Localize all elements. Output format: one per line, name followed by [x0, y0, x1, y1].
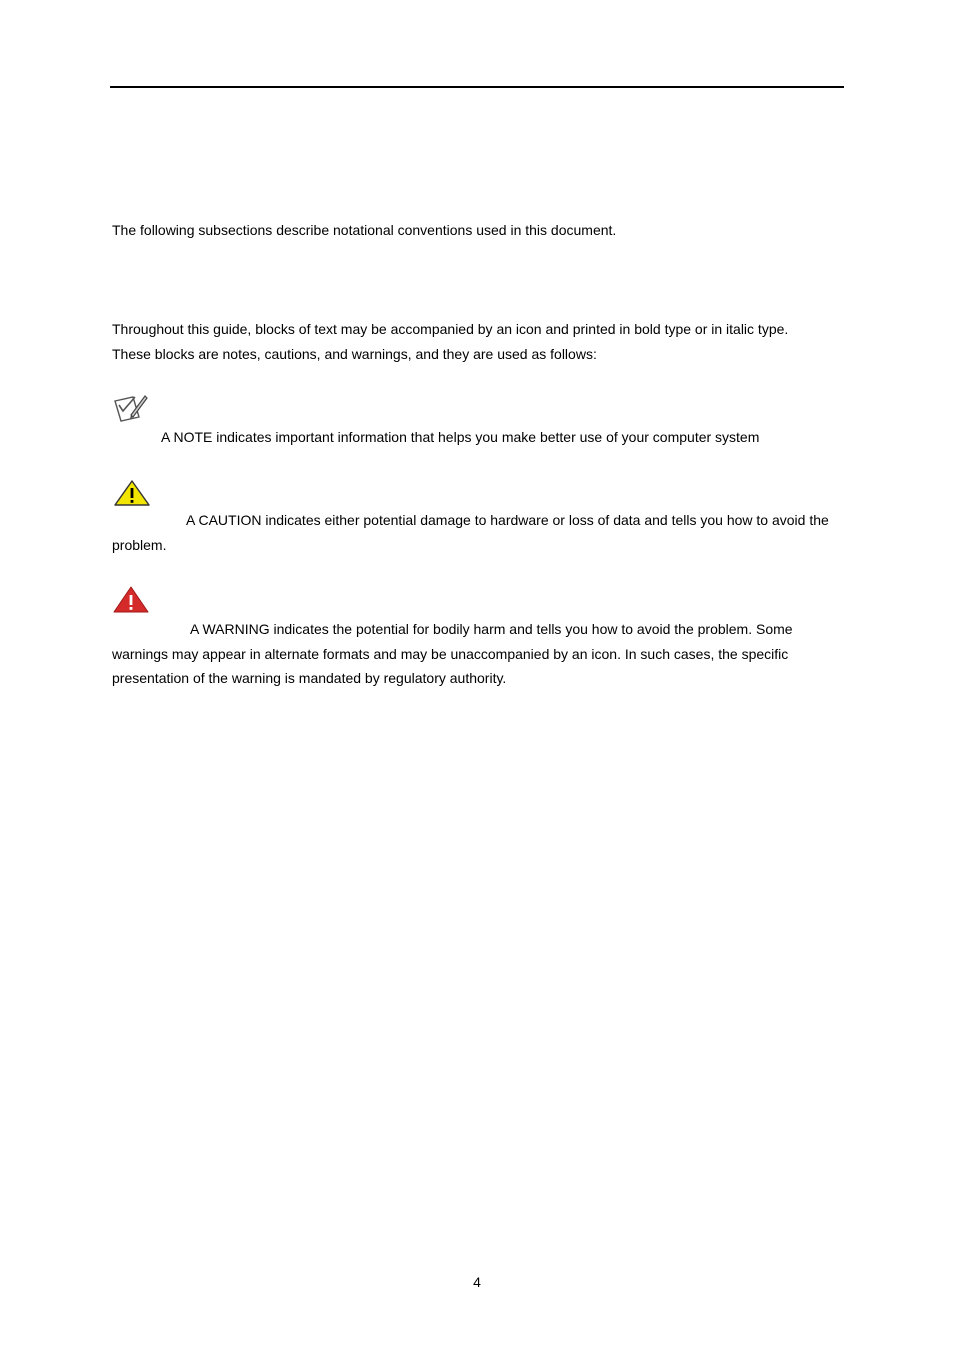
warning-text-line-3: presentation of the warning is mandated by regulatory authority. [112, 670, 507, 686]
header-rule [110, 86, 844, 88]
warning-text-line-1: A WARNING indicates the potential for bodily harm and tells you how to avoid the problem. Some [190, 621, 793, 637]
warning-icon [113, 585, 151, 618]
warning-text-line-2: warnings may appear in alternate formats and may be unaccompanied by an icon. In such cases, the specific [112, 646, 789, 662]
caution-text-line-1: A CAUTION indicates either potential damage to hardware or loss of data and tells you how to avoid the [186, 512, 829, 528]
note-icon [113, 393, 149, 426]
page-number: 4 [473, 1274, 481, 1290]
blocks-intro-line-2: These blocks are notes, cautions, and warnings, and they are used as follows: [112, 346, 597, 362]
caution-text-line-2: problem. [112, 537, 167, 553]
caution-icon [113, 478, 151, 511]
intro-paragraph: The following subsections describe notational conventions used in this document. [112, 222, 617, 238]
note-text: A NOTE indicates important information that helps you make better use of your computer system [161, 429, 760, 445]
blocks-intro-line-1: Throughout this guide, blocks of text may be accompanied by an icon and printed in bold type or in italic type. [112, 321, 789, 337]
